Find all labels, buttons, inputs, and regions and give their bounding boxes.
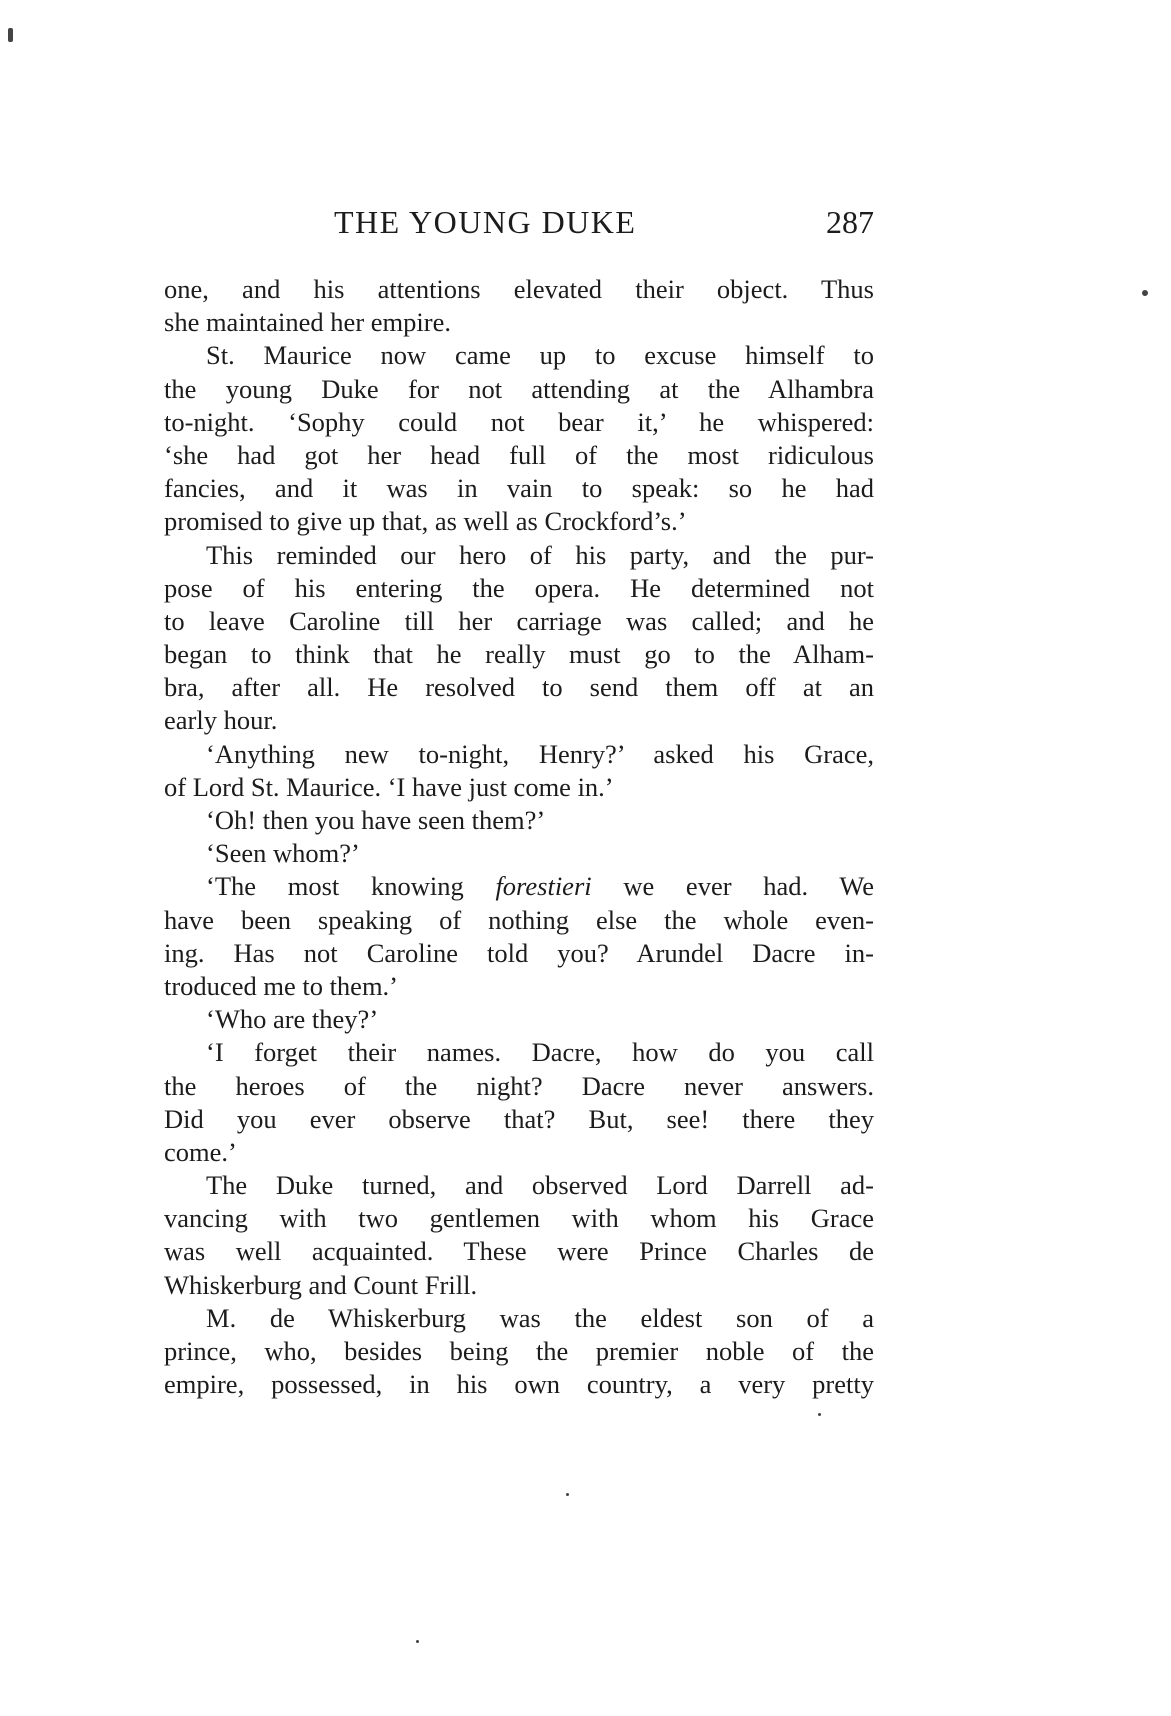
text-line: one, and his attentions elevated their object. Thus — [164, 274, 874, 304]
text-line: M. de Whiskerburg was the eldest son of a — [206, 1302, 874, 1333]
text-line: promised to give up that, as well as Crockford’s.’ — [164, 506, 687, 537]
text-line: ‘Oh! then you have seen them?’ — [206, 805, 546, 835]
text-line: to-night. ‘Sophy could not bear it,’ he whispered: — [164, 406, 874, 437]
text-line: began to think that he really must go to the Alham- — [164, 639, 874, 670]
scan-speck — [416, 1640, 419, 1643]
text-line: Did you ever observe that? But, see! there they — [164, 1103, 874, 1134]
page-number: 287 — [826, 204, 874, 240]
running-title: THE YOUNG DUKE — [334, 204, 637, 240]
text-line: the young Duke for not attending at the Alhambra — [164, 373, 874, 404]
text-line: The Duke turned, and observed Lord Darrell ad- — [206, 1170, 874, 1201]
text-line: troduced me to them.’ — [164, 970, 399, 1001]
text-line: ‘she had got her head full of the most ridiculous — [164, 439, 874, 470]
text-line: she maintained her empire. — [164, 307, 451, 338]
scan-speck — [566, 1493, 569, 1496]
text-line: fancies, and it was in vain to speak: so he had — [164, 473, 874, 504]
text-line: Whiskerburg and Count Frill. — [164, 1269, 478, 1300]
text-line: empire, possessed, in his own country, a very pretty — [164, 1369, 874, 1400]
text-line: come.’ — [164, 1136, 237, 1167]
text-line: ‘Seen whom?’ — [206, 838, 360, 869]
text-line: vancing with two gentlemen with whom his Grace — [164, 1203, 874, 1234]
scan-speck — [8, 28, 13, 42]
running-head — [164, 204, 874, 244]
text-line: early hour. — [164, 705, 278, 736]
scan-speck — [1142, 290, 1148, 296]
text-line: ‘The most knowing forestieri we ever had. We — [206, 871, 875, 902]
italic-word: forestieri — [495, 871, 592, 902]
text-line: ing. Has not Caroline told you? Arundel Dacre in- — [164, 937, 874, 968]
text-line: of Lord St. Maurice. ‘I have just come in.’ — [164, 771, 614, 802]
scan-speck — [818, 1413, 821, 1416]
text-line: pose of his entering the opera. He determined not — [164, 572, 874, 603]
text-line: have been speaking of nothing else the whole even- — [164, 904, 874, 935]
text-line: ‘I forget their names. Dacre, how do you call — [206, 1037, 874, 1068]
text-line: prince, who, besides being the premier noble of the — [164, 1336, 874, 1366]
body-text — [164, 273, 874, 1401]
text-line: ‘Who are they?’ — [206, 1004, 379, 1035]
text-line: bra, after all. He resolved to send them off at an — [164, 672, 874, 703]
text-line: the heroes of the night? Dacre never answers. — [164, 1070, 874, 1101]
text-line: ‘Anything new to-night, Henry?’ asked his Grace, — [206, 738, 874, 769]
text-line: to leave Caroline till her carriage was called; and he — [164, 605, 874, 636]
text-line: was well acquainted. These were Prince Charles de — [164, 1236, 874, 1267]
text-line: This reminded our hero of his party, and the pur- — [206, 539, 874, 570]
text-line: St. Maurice now came up to excuse himself to — [206, 340, 874, 371]
